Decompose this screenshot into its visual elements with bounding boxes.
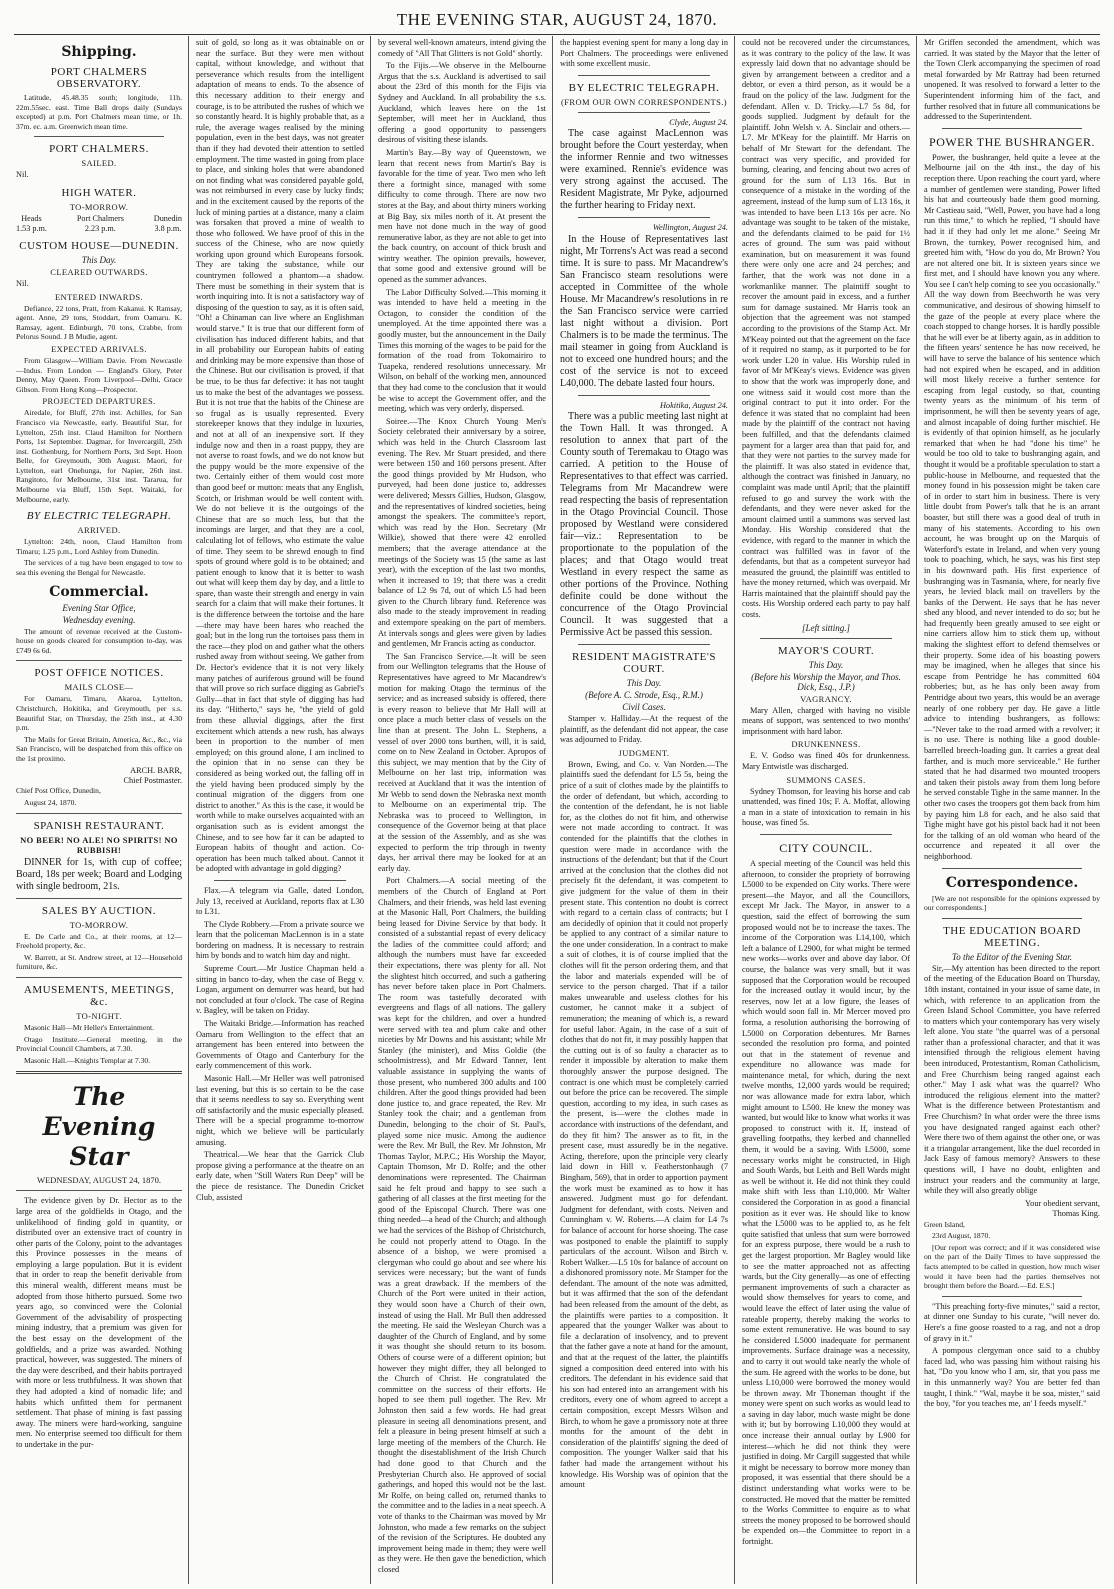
mayors-court-day: This Day.	[808, 659, 844, 670]
post-text-1: For Oamaru, Timaru, Akaroa, Lyttelton, Christchurch, Hokitika, and Greymouth, per s.s. Beautiful Star, on Thursday, the 25th inst., at 4.30 p.m.	[16, 694, 182, 733]
evening-star-nameplate: The Evening Star	[42, 1082, 156, 1172]
sailed-label: SAILED.	[81, 158, 117, 169]
telegraph-heading-2: BY ELECTRIC TELEGRAPH.	[568, 81, 720, 94]
rm-day: This Day.	[626, 678, 662, 688]
cleared-label: CLEARED OUTWARDS.	[50, 266, 148, 277]
amusements-heading: AMUSEMENTS, MEETINGS, &c.	[23, 983, 175, 1008]
clyde-telegram: The case against MacLennon was brought before the Court yesterday, when the informer Rennie and two witnesses were examined. Rennie's evidence was very strong against the accused. The Resident Magistrate, Mr Pyke, adjourned the further hearing to Friday next.	[560, 128, 728, 212]
post-signature-4: August 24, 1870.	[24, 797, 77, 807]
drunkenness-text: E. V. Godso was fined 40s for drunkenness. Mary Entwistle was discharged.	[742, 751, 910, 772]
wellington-telegram: In the House of Representatives last night, Mr Torrens's Act was read a second time. It is sure to pass. Mr Macandrew's San Francisco steam resolutions were accepted in Committee of the whole House. Mr Macandrew's resolutions in re the San Francisco service were carried last night without a division. Port Chalmers is to be made the terminus. The mail steamer in going from Auckland is not to exceed one hundred hours; and the cost of the service is not to exceed L40,000. The debate lasted four hours.	[560, 233, 728, 389]
arrived-label: ARRIVED.	[77, 525, 121, 536]
high-water-heading: HIGH WATER.	[61, 186, 137, 199]
vagrancy-text: Mary Allen, charged with having no visible means of support, was sentenced to two months' imprisonment with hard labor.	[742, 705, 910, 736]
sales-text-2: W. Barrett, at St. Andrew street, at 12—Household furniture, &c.	[16, 952, 182, 972]
spanish-text: DINNER for 1s, with cup of coffee; Board, 18s per week; Board and Lodging with single bedroom, 21s.	[16, 856, 182, 892]
observatory-text: Latitude, 45.48.35 south; longitude, 11h. 22m.55sec. east. Time Ball drops daily (Sundays excepted) at p.m. Port Chalmers mean time, or 1h. 37m. ec. a.m. Greenwich mean time.	[16, 93, 182, 131]
vagrancy-label: VAGRANCY.	[800, 693, 852, 704]
amusements-text-2: Otago Institute.—General meeting, in the Provincial Council Chambers, at 7.30.	[16, 1034, 182, 1054]
port-chalmers-continued: the happiest evening spent for many a long day in Port Chalmers. The proceedings were enlivened with some excellent music.	[560, 38, 728, 69]
observatory-heading: PORT CHALMERS OBSERVATORY.	[50, 66, 148, 90]
judgment-label: JUDGMENT.	[618, 747, 670, 758]
council-continued: Mr Griffen seconded the amendment, which was carried. It was stated by the Mayor that the letter of the Town Clerk accompanying the specimen of road metal forwarded by Mr Rattray had been returned unopened. It was resolved to forward a letter to the Superintendent informing him of the fact, and further resolved that in future all communications be addressed to the Superintendent.	[924, 38, 1100, 122]
commercial-day: Wednesday evening.	[62, 614, 136, 625]
martins-bay-item: Martin's Bay.—By way of Queenstown, we learn that recent news from Martin's Bay is favorable for the time of year. Two men who left there a fortnight since, managed with some difficulty to come through. There are now two stores at the Bay, and about thirty miners working at Big Bay, six miles north of it. At present the men have not done much in the way of good remunerative labor, as they are not able to get into the back country, on account of thick brush and wintry weather. The opinion prevails, however, that some good and extensive ground will be opened as the summer advances.	[378, 147, 546, 285]
tomorrow-label: TO-MORROW.	[69, 201, 129, 212]
flax-item: Flax.—A telegram via Galle, dated London, July 13, received at Auckland, reports flax at L30 to L31.	[196, 885, 364, 917]
hokitika-dateline: Hokitika, August 24.	[659, 400, 728, 410]
judgment-text: Brown, Ewing, and Co. v. Van Norden.—The plaintiffs sued the defendant for L5 5s, being the price of a suit of clothes made by the plaintiffs to the order of defendant, but which, according to the contention of the defendant, he is not liable for, as the clothes do not fit him, and otherwise were not made according to contract. It was contended for the plaintiffs that the clothes in question were made in accordance with the instructions of the defendant; but that if the Court arrived at the conclusion that the clothes did not precisely fit the defendant, it was competent to give judgment for the value of them in their present state. This contention no doubt is correct with regard to a certain class of contracts; but I am decidedly of opinion that it could not properly be applied to any contract of a similar nature to the one under consideration. In a contract to make a suit of clothes, it is of course implied that the clothes will fit the person ordering them, and that the labor and materials expended will be of service to the person charged. That if a tailor makes unwearable and useless clothes for his customer, he cannot make it a subject of remuneration; the meaning of which is, a reward for useful labor. Again, in the case of a suit of clothes that do not fit, it may possibly happen that the cutting out is of so faulty a character as to render it impossible by alteration to make them thoroughly answer the purpose designed. The contract is one which must be completely carried out before the price can be recovered. The simple question, according to my idea, in such cases as the present, is—were the clothes made in accordance with instructions of the defendant, and do they fit him? The answer as to fit, in the present case, must assuredly be in the negative. Acting, therefore, upon the principle very clearly laid down in Hill v. Featherstonhaugh (7 Bingham, 569), that in order to apportion payment the work must be examined as to how it has answered. Judgment must go for defendant. Judgment for defendant, with costs. Neiven and Cunningham v. W. Roberts.—A claim for L4 7s for balance of account for horse shoeing. The case was postponed to enable the plaintiff to supply particulars of the account. Wilson and Birch v. Robert Walker.—L5 10s for balance of account on a dishonored promissory note. Mr Stamper for the defendant. The amount of the note was admitted, but it was affirmed that the son of the defendant had been released from the amount of the debt, as the plaintiffs were parties to a composition. It appeared that the younger Walker was about to file a declaration of insolvency, and to prevent that the father gave a note at hand for the amount, and that at the request of the latter, the plaintiffs signed a composition deed entered into with his creditors. The defendant in his evidence said that his son had entered into an arrangement with his creditors, every one of whom agreed to accept a certain composition, except Messrs Wilson and Birch, to whom he gave a promissory note at three months for the amount of the debt in consideration of the plaintiffs' signing the deed of composition. The younger Walker said that his father had made the arrangement without his knowledge. His Worship was of opinion that the amount	[560, 759, 728, 1490]
column-5	[738, 36, 917, 1584]
telegraph-heading: BY ELECTRIC TELEGRAPH.	[26, 510, 172, 523]
tide-dunedin: Dunedin	[153, 213, 182, 223]
expected-text: From Glasgow—William Davie. From Newcastle—Indus. From London — England's Glory, Peter Denny, May Queen. From Liverpool—Delhi, Grace Gibson. From Hong Kong—Prospector.	[16, 355, 182, 394]
letter-place: Green Island,	[924, 1219, 965, 1229]
mayors-court-before: (Before his Worship the Mayor, and Thos. Dick, Esq., J.P.)	[751, 671, 901, 692]
correspondence-note: [We are not responsible for the opinions expressed by our correspondents.]	[924, 893, 1100, 913]
expected-label: EXPECTED ARRIVALS.	[51, 343, 147, 354]
post-signature-2: Chief Postmaster.	[123, 775, 182, 785]
shipping-heading: Shipping.	[61, 44, 137, 60]
civil-cases-label: Civil Cases.	[622, 702, 666, 712]
power-bushranger-text: Power, the bushranger, held quite a levee at the Melbourne jail on the 4th inst., the day of his reception there. Upon reaching the court yard, where a number of gentlemen were standing, Power lifted his hat and courteously bade them good morning. Mr Castieau said, "Well, Power, you have had a long run this time," to which he replied, "I should have had it if they had only let me alone." Seeing Mr Brown, the turnkey, Power recognised him, and greeted him with, "How do you do, Mr Brown? You are not altered one bit. It is sixteen years since we first met, and I should have known you any where. You see I can't help coming to see you occasionally." All the way down from Beechworth he was very communicative, and desirous of showing himself to the gaze of the people at every place where the coach stopped to change horses. It is hardly possible that he will ever be at liberty again, as in addition to the fifteen years' sentence he has now received, he will have to serve the balance of his sentence which had not expired when he escaped, and in addition will most likely receive a further sentence for escaping from legal custody, so that, counting twenty years as the minimum of his term of imprisonment, he will then be seventy years of age, and almost incapable of doing further mischief. He is evidently of that opinion himself, as he jocularly remarked that when he had "done his time" he would be too old to take to bushranging again, and thought it would be a profitable speculation to start a public-house in Melbourne, and requested that the money found in his possession might be taken care of in order to start him in business. There is very little doubt from Power's talk that he is an arrant boaster, but still there was a good deal of truth in many of his statements. According to his own account, he was brought up on the Marquis of Waterford's estate in Ireland, and when very young took to poaching, which, he says, was his first step in his downward path. His first experience of bushranging was in Tasmania, where, for nearly five years, he levied black mail on travellers by the banks of the Derwent. He says that he has never shed any blood, and never intended to do so; but he had frequently been greatly amused to see eight or nine carriers allow him to stick them up, without making the slightest effort to defend themselves or their property. Some idea of his boasting powers may be imagined, when he alleges that since his escape from Pentridge he has committed 604 robberies; but, as he has only been away from Pentridge about two years, this would be an average nearly of one robbery per day. He gave a little advice to intending bushrangers, as follows:—"Never take to the road armed with a revolver; it is no use. There is nothing like a good double-barrelled breech-loading gun. It carries a great deal farther, and is much more serviceable." He further stated that he had disarmed two mounted troopers and taken their pistols away from them long before he served constable Tighe in the same manner. In the other two cases the troopers got them back from him by paying him L8 for each, and he also said that Tighe might have got his pistol back had it not been for the talking of an old woman who heard of the occurrence and repeated it all over the neighborhood.	[924, 152, 1100, 861]
correspondence-heading: Correspondence.	[945, 874, 1079, 891]
port-heading: PORT CHALMERS.	[49, 143, 149, 156]
this-day: This Day.	[81, 254, 117, 265]
column-3	[374, 36, 553, 1584]
drunkenness-label: DRUNKENNESS.	[791, 739, 861, 750]
education-board-letter: Sir,—My attention has been directed to the report of the meeting of the Education Board on Thursday, 18th instant, contained in your issue of same date, in which, with reference to an application from the Green Island School Committee, you have referred to matters which your contemporary has very wisely left alone. You state "the quarrel was of a personal rather than a professional character, and that it was intensified through the religious element having been introduced, Protestantism, Roman Catholicism, and Free Churchism being ranged against each other." May I ask what was the quarrel? Who introduced the religious element into the matter? What is the difference between Protestantism and Free Churchism? In what order were the three isms you have designated ranged against each other? Were there two of them against the other one, or was it a triangular arrangement, like the duel recorded in Jack Easy of famous memory? Answers to these questions will, I have no doubt, enlighten and instruct your readers and the community at large, while they will also greatly oblige	[924, 963, 1100, 1196]
mails-close-label: MAILS CLOSE—	[64, 682, 134, 693]
tide-heads-time: 1.53 p.m.	[16, 223, 47, 233]
left-sitting: [Left sitting.]	[801, 622, 850, 633]
civil-cases-text: Stamper v. Halliday.—At the request of the plaintiff, as the defendant did not appear, the case was adjourned to Friday.	[560, 714, 728, 745]
summons-label: SUMMONS CASES.	[786, 774, 866, 785]
leader-article: The evidence given by Dr. Hector as to the large area of the goldfields in Otago, and the unlikelihood of finding gold in quantity, or distributed over an extensive tract of country in other parts of the Colony, point to the advantages this Province possesses in the means of employing a large population. But it is evident that in order to reap the benefit derivable from this mineral wealth, different means must be adopted from those hitherto pursued. Some two years ago, so convinced were the Colonial Government of the advisability of prospecting mining industry, that a premium was given for the best essay on the development of the goldfields, and a prize was awarded. Nothing practical, however, was suggested. The miners of the day were described, and their habits portrayed with more or less truthfulness. It was shown that they had adopted a kind of nomadic life; and habits which unfitted them for permanent settlement. That phase of mining is fast passing away. The miners were hard-working, sanguine men. No enterprise seemed too difficult for them to undertake in the pur-	[16, 1196, 182, 1449]
projected-text: Airedale, for Bluff, 27th inst. Achilles, for San Francisco via Newcastle, early. Beautiful Star, for Lyttelton, 25th inst. Claud Hamilton for Northern Ports, 1st September. Dagmar, for Invercargill, 25th inst. Gothenburg, for Northern Ports, 3rd Sept. Hoon Belle, for Greymouth, 30th August. Maori, for Lyttelton, earl Onehunga, for Napier, 26th inst. Rangitoto, for Melbourne, 31st inst. Tararua, for Melbourne via Bluff, 15th Sept. Waitaki, for Melbourne, early.	[16, 408, 182, 504]
city-council-heading: CITY COUNCIL.	[779, 841, 873, 855]
telegraph-subheading: (FROM OUR OWN CORRESPONDENTS.)	[561, 96, 727, 107]
nil-text-2: Nil.	[16, 278, 29, 288]
post-signature-1: ARCH. BARR,	[130, 765, 182, 775]
labor-difficulty-item: The Labor Difficulty Solved.—This morning it was intended to have held a meeting in the Octagon, to consider the condition of the unemployed. At the time appointed there was a goodly muster, but the announcement in the Daily Times this morning of the wages to be paid for the formation of the road from Tokomairiro to Tuapeka, rendered resolutions unnecessary. Mr Wilson, on behalf of the working men, announced that they had come to the conclusion that it would be wise to accept the Government offer, and the meeting, which was very orderly, dispersed.	[378, 287, 546, 414]
leader-continued: suit of gold, so long as it was obtainable on or near the surface. But they were men without capital, without knowledge, and without that perseverance which results from the intelligent adaptation of means to ends. To the absence of this necessary addition to their energy and courage, is to be attributed the rushes of which we so constantly heard. It is highly probable that, as a rule, the average wages realised by the mining population, even in the best days, was not greater than if they had devoted their attention to settled employment. The time wasted in going from place to place, and sinking holes that were abandoned on not finding what was considered payable gold, was not reimbursed in every case by lucky finds; and in the excitement caused by the reports of the luck of mining parties at a distance, many a claim was forsaken that proved a mine of wealth to those who followed. We have proof of this in the success of the Chinese, who are now quietly working upon ground which Europeans forsook. They are taking the substance, while our countrymen followed a phantom—a shadow. There must be something in their system that is worth inquiring into. It is not a satisfactory way of disposing of the question to say, as it is often said, "Oh! a Chinaman can live where an Englishman would starve." It is true that our different form of civilisation has induced different habits, and that in all probability our European habits of eating and drinking may be more expensive than those of the Chinese. But our civilisation is proved, if that be true, to be thus far defective: it has not taught us to make the best of the advantages we possess. But it is not true that the habits of the Chinese are so frugal as is usually represented. Every storekeeper knows that they indulge in luxuries, and not at all of an inexpensive sort. If they indulge now and then in a roast puppy, they are not averse to roast fowls, and we do not know but the puppy would be the more expensive of the two. Certainly either of them would cost more than good beef or mutton: meats that any English, Scotch, or Irishman would be well content with. We do not believe it is the outgoings of the Chinese that are so much less, but that the incomings are larger, and that they are a cool, calculating lot of fellows, who estimate the value of time. They seem to be shrewd enough to find spots of ground where gold is to be obtained; and patient enough to know that it is better to wash out what will keep them day by day, and a little to spare, than waste their strength and energy in vain search for a claim that will make their fortunes. It is the difference between the tortoise and the hare—there may have been hares who reached the goal; but in the long run the tortoises pass them in the race—they plod on and gather what the others rushed away from without seeing. We gather from Dr. Hector's evidence that it is not very likely many patches of auriferous ground will be found that will prove so rich surface digging as Gabriel's Gully—that in fact that style of digging has had its day. "Hitherto," says he, "the yield of gold from these alluvial diggings, after the first excitement which attends a new rush, has always been in proportion to the number of men employed; on this ground alone, I am inclined to the opinion that in no sense can they be considered as being worked out, the falling off in the yield having been produced simply by the continual migration of the diggers from one district to another." As this is the case, it would be worth while to make ourselves acquainted with an organisation such as is evident amongst the Chinese, and to see how far it can be adapted to European habits of thought and action. Co-operation has been much talked about. Cannot it be adopted with advantage in gold digging?	[196, 38, 364, 874]
amusements-text-1: Masonic Hall—Mr Heller's Entertainment.	[24, 1022, 155, 1032]
commercial-text: The amount of revenue received at the Custom-house on goods cleared for consumption to-day, was £749 6s 6d.	[16, 626, 182, 655]
commercial-heading: Commercial.	[49, 583, 149, 600]
city-council-text: A special meeting of the Council was held this afternoon, to consider the propriety of borrowing L5000 to be expended on City works. There were present—the Mayor, and all the Councillors, except Mr Jack. The Mayor, in answer to a question, said the effect of borrowing the sum proposed would not be to increase the taxes. The income of the Corporation was L14,100, which left a balance of L2900, for what might be termed new works—works over and above day labor. Of course, the balance was very small, but it was supposed that the Corporation would be recouped for the increased outlay it would incur, by the reserves, now let at a low figure, the leases of which would soon fall in. Mr Mercer moved pro forma, a resolution authorising the borrowing of L5000 on Corporation debentures. Mr Barnes seconded the resolution pro forma, and pointed out that in the statement of revenue and expenditure no allowance was made for maintenance metal, for which, during the next twelve months, 12,000 yards would be required; nor was allowance made for extra labor, which might amount to L500. He knew the money was wanted, but would like to know what works it was proposed to construct with it. If, instead of gravelling footpaths, they kerbed and channelled them, it would be a saving. With L5000, some necessary works might be constructed, in High and South Wards, but Leith and Bell Wards might as well be without it. He did not think they could make shift with less than L10,000. Mr Walter considered the Corporation in as good a financial position as it ever was. He should like to know what the L5000 was to be applied to, as he felt quite satisfied that unless that sum were borrowed for an express purpose, there would be a rush to get the largest proportion. Mr Bagley would like to see the matter approached not as affecting wards, but the City generally—as one of effecting permanent improvements of such a character as would show themselves for years to come, and would leave the effect of later using the value of rateable property, thereby making the works to some extent remunerative. He was bound to say he considered L5000 inadequate for permanent improvements. Surface drainage was a necessity, and to carry it out would take nearly the whole of the sum. He agreed with the works to be done, but unless L10,000 were borrowed the money would be thrown away. Mr Thoneman thought if the money were spent on such works as would lead to a saving in day labor, much waste might be done with it; but by borrowing L10,000 they would at once increase their annual outlay by L900 for interest—which he did not think they were justified in doing. Mr Cargill suggested that while it might be necessary to borrow more money than proposed, it was essential that there should be a distinct understanding what works were to be constructed. He moved that the matter be remitted to the Works Committee to enquire as to what streets the money proposed to be borrowed should be expended on—the Committee to report in a fortnight.	[742, 859, 910, 1546]
nameplate-date: WEDNESDAY, AUGUST 24, 1870.	[36, 1175, 162, 1186]
column-4	[556, 36, 735, 1584]
education-board-to: To the Editor of the Evening Star.	[952, 951, 1072, 962]
nil-text: Nil.	[16, 170, 29, 180]
hokitika-telegram: There was a public meeting last night at the Town Hall. It was thronged. A resolution to annex that part of the County south of Teremakau to Otago was carried. A petition to the House of Representatives to that effect was carried. Telegrams from Mr Macandrew were read respecting the basis of representation in the Otago Provincial Council. Those proposed by Westland were considered fair—viz.: Representation to be proportionate to the population of the places; and that Otago would treat Westland in every respect the same as other portions of the Province. Nothing definite could be done without the concurrence of the Otago Provincial Council. It was suggested that a Permissive Act be passed this session.	[560, 411, 728, 638]
clyde-dateline: Clyde, August 24.	[669, 117, 728, 127]
rm-court-heading: RESIDENT MAGISTRATE'S COURT.	[572, 651, 716, 675]
judgment-continued: could not be recovered under the circumstances, as it was contrary to the policy of the law. It was expressly laid down that no advantage should be given by arrangement between a creditor and a debtor, or even a third person, as it would be a fraud on the policy of the law. Judgment for the defendant. Allen v. D. Tricky.—L7 5s 8d, for goods supplied. Judgment by default for the plaintiff. John Welsh v. A. Sinclair and others.—L7. Mr M'Keay for the plaintiff. Mr Harris on behalf of Mr Stewart for the defendant. The contract was very specific, and provided for burning, clearing, and fencing about two acres of ground for the sum of L13 16s. But in consequence of a mistake in the wording of the agreement, instead of the lump sum of L13 16s, it was intended to have been L13 16s per acre. No advantage was sought to be taken of the mistake, and the defendants claimed to be paid for 1½ acres of ground. The sum was paid without examination, but on measurement it was found there were only one acre and 24 perches; and farther, that the work was not done in a workmanlike manner. The plaintiff sought to recover the amount paid in excess, and a further sum for damage sustained. Mr Harris took an objection that the agreement was not stamped according to the provisions of the Stamp Act. Mr M'Keay pointed out that the agreement on the face of it required no stamp, as it purported to be for work under L20 in value. His Worship ruled in favor of Mr M'Keay's views. Evidence was given to show that the work was improperly done, and one witness said it would cost more than the original contract to put it into order. For the defence it was stated that no complaint had been made by the plaintiff of the contract not having been fulfilled, and that the defendants claimed payment for a larger area than that paid for, and that they were not parties to the survey made for the plaintiff. It was also stated in evidence that, although the contract was finished in January, no complaint was made until April; that the plaintiff refused to go and survey the work with the defendants, and they were never asked for the amount claimed until a summons was served last Monday. His Worship considered that the evidence, with regard to the manner in which the contract was fulfilled was in favor of the defendants, but that as a competent surveyor had measured the ground, the plaintiff was entitled to have the money returned, which was overpaid. Mr Harris maintained that the plaintiff should pay the costs. His Worship ordered each party to pay half costs.	[742, 38, 910, 620]
rm-before: (Before A. C. Strode, Esq., R.M.)	[585, 690, 703, 700]
projected-label: PROJECTED DEPARTURES.	[42, 396, 156, 407]
power-bushranger-heading: POWER THE BUSHRANGER.	[929, 134, 1095, 149]
letter-date: 23rd August, 1870.	[932, 1231, 991, 1241]
tide-heads: Heads	[21, 213, 42, 223]
column-6	[920, 36, 1104, 1584]
san-francisco-item: The San Francisco Service.—It will be seen from our Wellington telegrams that the House of Representatives have agreed to Mr Macandrew's motion for making Otago the terminus of the service; and as increased subsidy is offered, there is every reason to believe that Mr Hall will at once place a much better class of vessels on the line than at present. The John L. Stephens, a vessel of over 2000 tons burthen, will, it is said, come on to New Zealand in October. Apropos of this subject, we may mention that by the City of Melbourne on her last trip, information was received at Auckland that it was the intention of Mr Webb to send down the Nebraska next month to Melbourne on an experimental trip. The Nebraska was to proceed to Wellington, in consequence of the Governor being at that place at the session of the Assembly, and as she was expected to perform the trip through in twenty days, her arrival there may be looked for at an early day.	[378, 651, 546, 873]
letter-signature: Thomas King.	[1052, 1209, 1100, 1219]
tide-dunedin-time: 3.8 p.m.	[154, 223, 182, 233]
tug-text: The services of a tug have been engaged to tow to sea this evening the Bengal for Newcastle.	[16, 558, 182, 578]
column-1	[12, 36, 189, 1584]
letter-signoff: Your obedient servant,	[1025, 1198, 1100, 1208]
waitaki-bridge-item: The Waitaki Bridge.—Information has reached Oamaru from Wellington to the effect that an arrangement has been entered into between the Governments of Otago and Canterbury for the early commencement of this work.	[196, 1019, 364, 1071]
mayors-court-heading: MAYOR'S COURT.	[777, 644, 875, 657]
post-signature-3: Chief Post Office, Dunedin,	[16, 786, 101, 796]
sales-text-1: E. De Carle and Co., at their rooms, at 12—Freehold property, &c.	[16, 931, 182, 951]
editor-note: [Our report was correct; and if it was considered wise on the part of the Daily Times to have suppressed the facts attempted to be called in question, how much wiser would it have been had the parties themselves not brought them before the Board.—Ed. E.S.]	[924, 1242, 1100, 1291]
clyde-robbery-item: The Clyde Robbery.—From a private source we learn that the policeman MacLennon is in a state bordering on madness. It is necessary to restrain him by bonds and to watch him day and night.	[196, 919, 364, 961]
spanish-line: NO BEER! NO ALE! NO SPIRITS! NO RUBBISH!	[20, 834, 178, 855]
wellington-dateline: Wellington, August 24.	[652, 223, 728, 233]
tide-port: Port Chalmers	[76, 213, 124, 223]
tonight-label: TO-NIGHT.	[76, 1010, 122, 1021]
masthead-title: THE EVENING STAR, AUGUST 24, 1870.	[396, 10, 718, 29]
sermon-anecdote: "This preaching forty-five minutes," said a rector, at dinner one Sunday to his curate, "will never do. Here's a fine goose roasted to a rag, and not a drop of gravy in it."	[924, 1301, 1100, 1343]
spanish-heading: SPANISH RESTAURANT.	[33, 819, 165, 832]
column-2	[192, 36, 371, 1584]
summons-text: Sydney Thomson, for leaving his horse and cab unattended, was fined 10s; F. A. Moffat, allowing a man in a state of intoxication to remain in his house, was fined 5s.	[742, 786, 910, 828]
tide-port-time: 2.23 p.m.	[84, 223, 116, 233]
sales-heading: SALES BY AUCTION.	[41, 904, 157, 917]
amusements-text-3: Masonic Hall.—Knights Templar at 7.30.	[24, 1055, 151, 1065]
post-text-2: The Mails for Great Britain, America, &c., &c., via San Francisco, will be despatched from this office on the 1st proximo.	[16, 734, 182, 763]
soiree-item: Soiree.—The Knox Church Young Men's Society celebrated their anniversary by a soiree, which was held in the Church Classroom last evening. The Rev. Mr Stuart presided, and there were between 150 and 160 persons present. After the good things provided by Mr Hudson, who purveyed, had been done justice to, addresses were delivered; Messrs Gillies, Hudson, Glasgow, and the representatives of kindred societies, being amongst the speakers. The committee's report, which was read by the Hon. Secretary (Mr Wilkie), showed that there were 42 enrolled members; that the average attendance at the meetings of the Society was 15 (the same as last year), with the exception of the last two months, when it increased to 19; that there was a credit balance of L2 9s 7d, out of which L5 had been given to the Church library fund. Reference was also made to the steady improvement in reading and extempore speaking on the part of members. At intervals songs and glees were given by ladies and gentlemen, Mr Francis acting as conductor.	[378, 416, 546, 649]
arrived-text: Lyttelton: 24th, noon, Claud Hamilton from Timaru; 1.25 p.m., Lord Ashley from Dunedin.	[16, 537, 182, 556]
entered-text: Defiance, 22 tons, Pratt, from Kakanui. K Ramsay, agent. Anne, 29 tons, Stoddart, from Oamaru. K. Ramsay, agent. Edinburgh, 70 tons, Crabbe, from Pelorus Sound. J B Mudie, agent.	[16, 303, 182, 342]
theatrical-item: Theatrical.—We hear that the Garrick Club propose giving a performance at the theatre on an early date, when "Still Waters Run Deep" will be the piece de resistance. The Dunedin Cricket Club, assisted	[196, 1150, 364, 1202]
theatrical-continued: by several well-known amateurs, intend giving the comedy of "All That Glitters is not Gold" shortly.	[378, 38, 546, 58]
fijis-item: To the Fijis.—We observe in the Melbourne Argus that the s.s. Auckland is advertised to sail about the 23rd of this month for the Fijis via Sydney and Auckland. In all probability the s.s. Auckland, which leaves here on the 1st September, will meet her in Auckland, thus offering a good opportunity to passengers desirous of visiting these islands.	[378, 61, 546, 145]
entered-label: ENTERED INWARDS.	[54, 291, 144, 302]
custom-house-heading: CUSTOM HOUSE—DUNEDIN.	[19, 239, 179, 252]
supreme-court-item: Supreme Court.—Mr Justice Chapman held a sitting in banco to-day, when the case of Begg v. Logan, argument on demurrer was heard, but had not concluded at four o'clock. The case of Regina v. Bagley, will be taken on Friday.	[196, 964, 364, 1016]
post-office-heading: POST OFFICE NOTICES.	[34, 667, 164, 680]
masthead	[14, 8, 1100, 35]
port-chalmers-item: Port Chalmers.—A social meeting of the members of the Church of England at Port Chalmers, and their friends, was held last evening at the Masonic Hall, Port Chalmers, the building being leased for Divine Service by that body. It consisted of a substantial repast of every delicacy the ladies of the committee could afford; and although the numbers must have far exceeded their expectations, there was plenty for all. Not the slightest hitch occurred, and such a gathering has never before taken place in Port Chalmers. The room was tastefully decorated with evergreens and flags of all nations. The gallery was kept for the children, and over a hundred were served with tea and plum cake and other niceties by Mr Downs and his assistant; while Mr Stanley (the minister), and Miss Goldie (the schoolmistress), and Mr Edward Tanner, lent valuable assistance in supplying the wants of those present, who numbered 300 adults and 100 children. After the good things provided had been done justice to, and grace repeated, the Rev. Mr Stanley took the chair; and a gentleman from Dunedin, belonging to the choir of St. Paul's, played some nice music. Among the audience were the Rev. Mr Bull, the Rev. Mr Johnston, Mr Thomas Taylor, M.P.C.; His Worship the Mayor, Captain Thomson, Mr D. Rolfe; and the other denominations were represented. The Chairman said he felt proud and happy to see such a gathering of all classes at the first meeting for the good of the Episcopal Church. There was one thing needed—a head of the Church; and although we had the services of the Bishop of Christchurch, he could not properly attend to Otago. In the absence of a bishop, we were promised a clergyman who could go about and see where his services were necessary; but the want of funds was a great drawback. If the members of the Church of the Port were united in their action, they would soon have a Church of their own, instead of using the Hall. Mr Bull then addressed the meeting. He said the Wesleyan Church was a daughter of the Church of England, and by some it was thought she should return to its bosom. Others of course were of a different opinion; but however they might differ, they all belonged to the Church of Christ. He congratulated the committee on the success of their efforts. He hoped to see them pull together. The Rev. Mr Johnston then said a few words. He had great pleasure in seeing all denominations present, and felt a pleasure in being present himself at such a large meeting of the members of the Church. He thought the disestablishment of the Irish Church had done good to that Church and the Presbyterian Church also. He approved of social gatherings, and hoped this would not be the last. Mr Rolfe, on being called on, returned thanks to the committee and to the ladies in a neat speech. A vote of thanks to the Chairman was moved by Mr Johnston, who made a few remarks on the subject of the revision of the Scriptures. He doubted any improvement being made in them; they were well as they were. He then gave the benediction, which closed	[378, 876, 546, 1574]
education-board-heading: THE EDUCATION BOARD MEETING.	[943, 924, 1081, 949]
masonic-hall-item: Masonic Hall.—Mr Heller was well patronised last evening, but this is so certain to be the case that it seems needless to say so. Everything went off satisfactorily and the music especially pleased. There will be a special programme to-morrow night, which we believe will be particularly amusing.	[196, 1074, 364, 1147]
commercial-office: Evening Star Office,	[62, 602, 136, 613]
tide-table	[16, 214, 182, 234]
clergyman-anecdote: A pompous clergyman once said to a chubby faced lad, who was passing him without raising his hat, "Do you know who I am, sir, that you pass me in this unmannerly way? You are better fed than taught, I think." "Wal, maybe it be soa, mister," said the boy, "for you teaches me, an' I feeds myself."	[924, 1346, 1100, 1409]
sales-tomorrow: TO-MORROW.	[69, 919, 129, 930]
